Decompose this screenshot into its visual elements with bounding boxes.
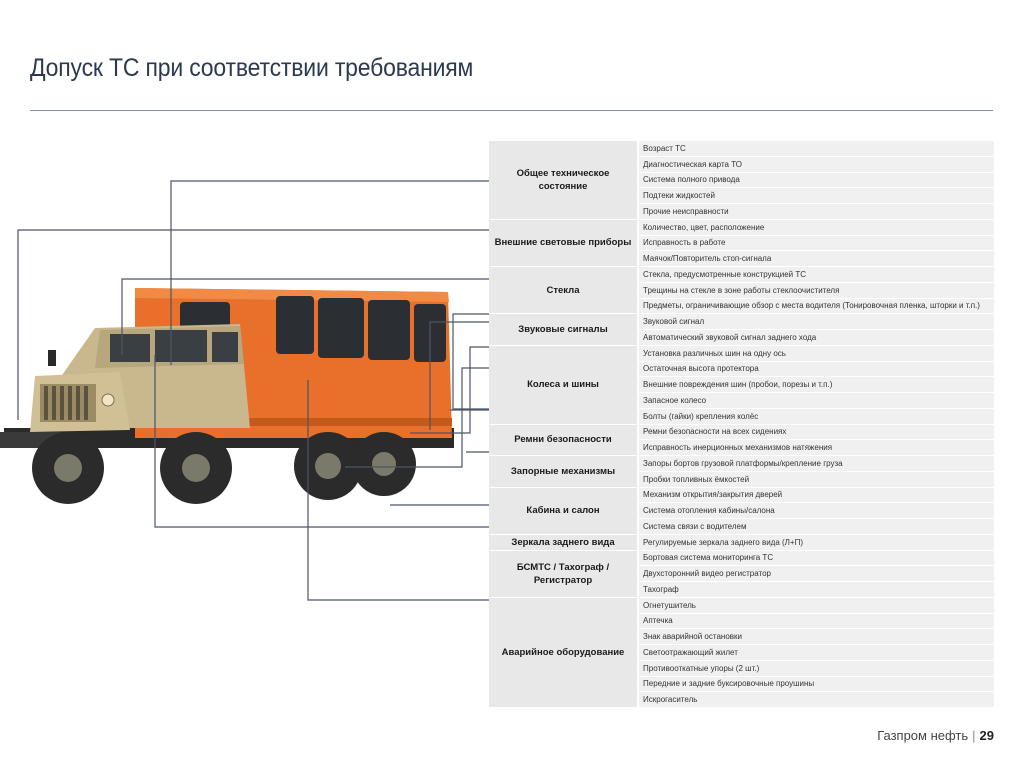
table-row [489, 424, 994, 440]
category-label: Аварийное оборудование [489, 597, 638, 707]
category-label: Звуковые сигналы [489, 314, 638, 346]
requirement-item: Ремни безопасности на всех сидениях [638, 424, 994, 440]
requirement-item: Светоотражающий жилет [638, 645, 994, 661]
requirement-item: Аптечка [638, 613, 994, 629]
category-label: Общее техническое состояние [489, 141, 638, 219]
category-label: Зеркала заднего вида [489, 534, 638, 550]
requirement-item: Знак аварийной остановки [638, 629, 994, 645]
table-row [489, 267, 994, 283]
requirement-item: Огнетушитель [638, 597, 994, 613]
table-row [489, 345, 994, 361]
slide-title: Допуск ТС при соответствии требованиям [30, 54, 474, 82]
table-row [489, 314, 994, 330]
requirement-item: Система отопления кабины/салона [638, 503, 994, 519]
footer-separator: | [972, 728, 976, 743]
table-row [489, 219, 994, 235]
title-divider [30, 110, 993, 111]
requirement-item: Маячок/Повторитель стоп-сигнала [638, 251, 994, 267]
category-label: Кабина и салон [489, 487, 638, 534]
requirement-item: Прочие неисправности [638, 204, 994, 220]
requirement-item: Подтеки жидкостей [638, 188, 994, 204]
category-label: Внешние световые приборы [489, 219, 638, 266]
requirement-item: Двухсторонний видео регистратор [638, 566, 994, 582]
requirement-item: Запоры бортов грузовой платформы/крепление груза [638, 456, 994, 472]
truck-illustration [0, 268, 470, 528]
table-row [489, 141, 994, 156]
requirement-item: Предметы, ограничивающие обзор с места водителя (Тонировочная пленка, шторки и т.п.) [638, 298, 994, 314]
table-row [489, 534, 994, 550]
requirement-item: Регулируемые зеркала заднего вида (Л+П) [638, 534, 994, 550]
requirement-item: Исправность в работе [638, 235, 994, 251]
requirement-item: Пробки топливных ёмкостей [638, 471, 994, 487]
requirement-item: Система связи с водителем [638, 519, 994, 535]
category-label: Ремни безопасности [489, 424, 638, 456]
requirement-item: Установка различных шин на одну ось [638, 345, 994, 361]
requirement-item: Внешние повреждения шин (пробои, порезы и т.п.) [638, 377, 994, 393]
requirement-item: Тахограф [638, 582, 994, 598]
category-label: Колеса и шины [489, 345, 638, 424]
table-row [489, 550, 994, 566]
requirement-item: Запасное колесо [638, 393, 994, 409]
requirement-item: Количество, цвет, расположение [638, 219, 994, 235]
requirements-table [489, 141, 994, 708]
requirement-item: Остаточная высота протектора [638, 361, 994, 377]
requirement-item: Искрогаситель [638, 692, 994, 708]
requirement-item: Диагностическая карта ТО [638, 156, 994, 172]
footer-company: Газпром нефть [877, 728, 969, 743]
requirement-item: Автоматический звуковой сигнал заднего хода [638, 330, 994, 346]
requirement-item: Передние и задние буксировочные проушины [638, 676, 994, 692]
footer [877, 728, 994, 743]
requirement-item: Исправность инерционных механизмов натяжения [638, 440, 994, 456]
requirement-item: Звуковой сигнал [638, 314, 994, 330]
table-row [489, 487, 994, 503]
requirement-item: Бортовая система мониторинга ТС [638, 550, 994, 566]
requirement-item: Возраст ТС [638, 141, 994, 156]
requirement-item: Трещины на стекле в зоне работы стеклоочистителя [638, 282, 994, 298]
requirement-item: Система полного привода [638, 172, 994, 188]
requirement-item: Болты (гайки) крепления колёс [638, 408, 994, 424]
category-label: БСМТС / Тахограф / Регистратор [489, 550, 638, 597]
table-row [489, 597, 994, 613]
table-row [489, 456, 994, 472]
requirement-item: Механизм открытия/закрытия дверей [638, 487, 994, 503]
requirement-item: Противооткатные упоры (2 шт.) [638, 660, 994, 676]
category-label: Стекла [489, 267, 638, 314]
page-number: 29 [979, 728, 994, 743]
category-label: Запорные механизмы [489, 456, 638, 488]
requirement-item: Стекла, предусмотренные конструкцией ТС [638, 267, 994, 283]
